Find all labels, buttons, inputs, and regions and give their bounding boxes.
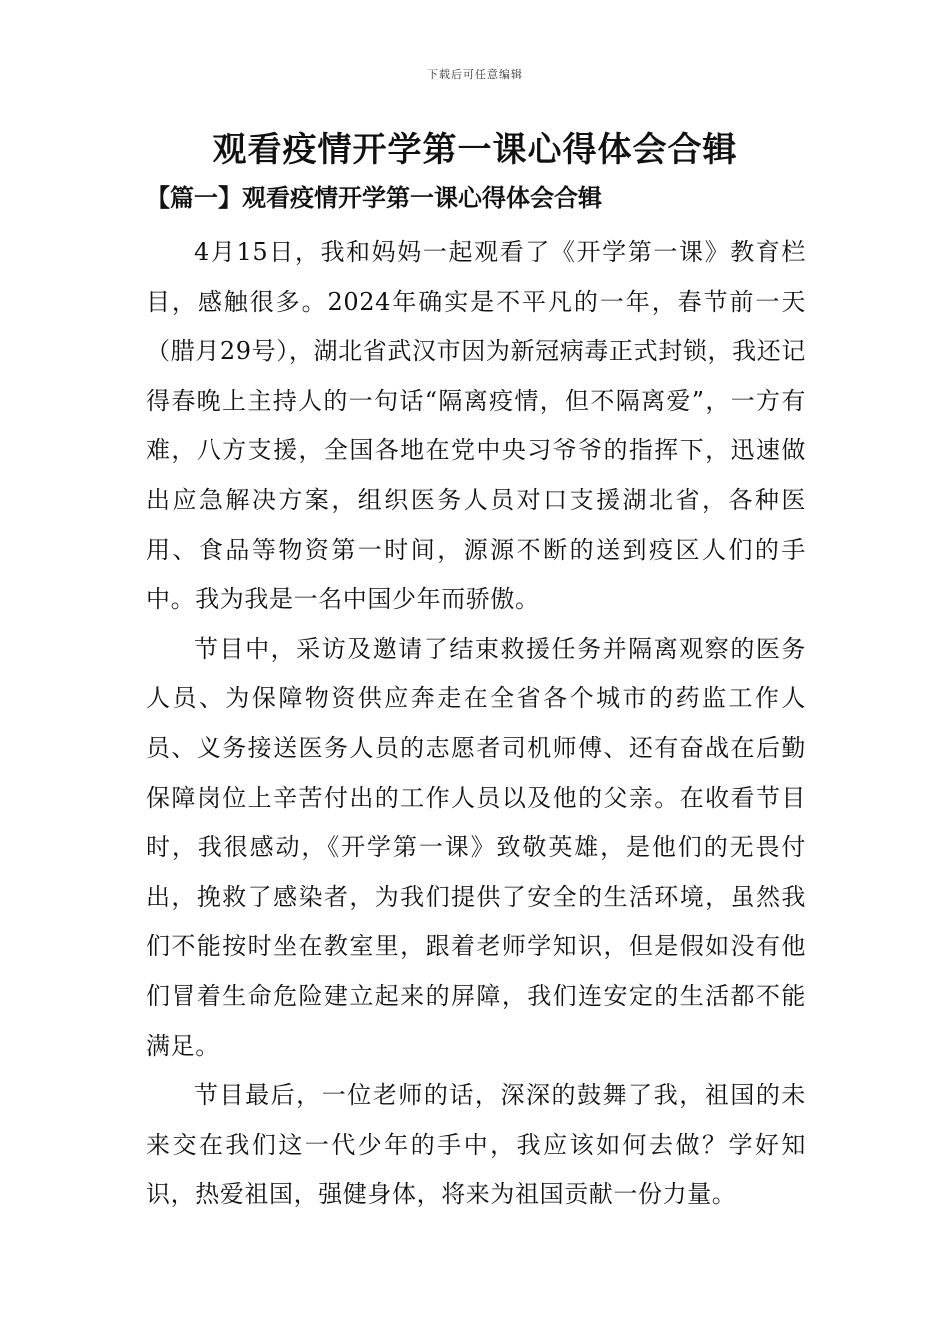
document-body	[146, 228, 806, 1220]
section-heading: 【篇一】观看疫情开学第一课心得体会合辑	[146, 183, 602, 212]
paragraph: 节目最后，一位老师的话，深深的鼓舞了我，祖国的未来交在我们这一代少年的手中，我应该如何去做？学好知识，热爱祖国，强健身体，将来为祖国贡献一份力量。	[146, 1081, 806, 1209]
document-title: 观看疫情开学第一课心得体会合辑	[212, 130, 738, 170]
paragraph: 节目中，采访及邀请了结束救援任务并隔离观察的医务人员、为保障物资供应奔走在全省各个城市的药监工作人员、义务接送医务人员的志愿者司机师傅、还有奋战在后勤保障岗位上辛苦付出的工作人员以及他的父亲。在收看节目时，我很感动，《开学第一课》致敬英雄，是他们的无畏付出，挽救了感染者，为我们提供了安全的生活环境，虽然我们不能按时坐在教室里，跟着老师学知识，但是假如没有他们冒着生命危险建立起来的屏障，我们连安定的生活都不能满足。	[146, 634, 806, 1060]
header-note: 下载后可任意编辑	[427, 68, 523, 81]
paragraph: 4月15日，我和妈妈一起观看了《开学第一课》教育栏目，感触很多。2024年确实是不平凡的一年，春节前一天（腊月29号），湖北省武汉市因为新冠病毒正式封锁，我还记得春晚上主持人的一句话“隔离疫情，但不隔离爱”，一方有难，八方支援，全国各地在党中央习爷爷的指挥下，迅速做出应急解决方案，组织医务人员对口支援湖北省，各种医用、食品等物资第一时间，源源不断的送到疫区人们的手中。我为我是一名中国少年而骄傲。	[146, 238, 806, 614]
